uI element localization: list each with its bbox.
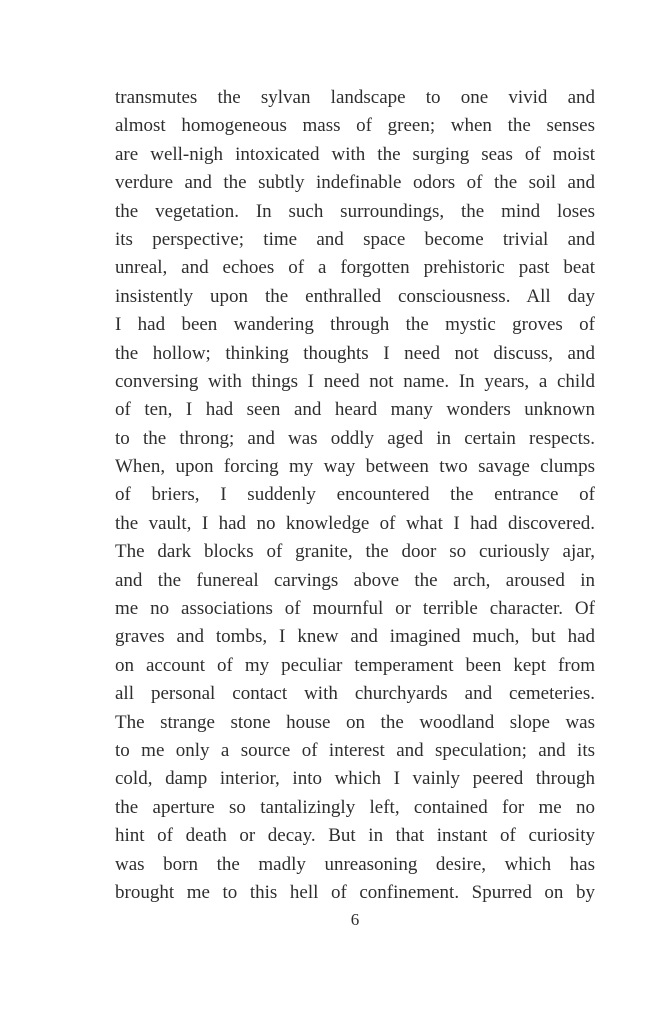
text-line: brought me to this hell of confinement. Spurred on by bbox=[115, 881, 595, 903]
text-line: insistently upon the enthralled consciousness. All day bbox=[115, 285, 595, 307]
text-line: verdure and the subtly indefinable odors of the soil and bbox=[115, 172, 595, 194]
text-line: its perspective; time and space become trivial and bbox=[115, 228, 595, 250]
page-text bbox=[115, 84, 595, 907]
text-line: conversing with things I need not name. In years, a child bbox=[115, 370, 595, 392]
text-line: The dark blocks of granite, the door so curiously ajar, bbox=[115, 541, 595, 563]
text-line: the hollow; thinking thoughts I need not discuss, and bbox=[115, 342, 595, 364]
text-line: me no associations of mournful or terrible character. Of bbox=[115, 598, 595, 620]
text-line: graves and tombs, I knew and imagined much, but had bbox=[115, 626, 595, 648]
text-line: unreal, and echoes of a forgotten prehistoric past beat bbox=[115, 257, 595, 279]
text-line: was born the madly unreasoning desire, which has bbox=[115, 853, 595, 875]
text-line: of ten, I had seen and heard many wonders unknown bbox=[115, 399, 595, 421]
text-line: and the funereal carvings above the arch, aroused in bbox=[115, 569, 595, 591]
text-line: When, upon forcing my way between two savage clumps bbox=[115, 456, 595, 478]
text-line: to me only a source of interest and speculation; and its bbox=[115, 739, 595, 761]
text-line: the vault, I had no knowledge of what I had discovered. bbox=[115, 512, 595, 534]
text-line: transmutes the sylvan landscape to one vivid and bbox=[115, 87, 595, 108]
text-line: the aperture so tantalizingly left, contained for me no bbox=[115, 796, 595, 818]
text-line: on account of my peculiar temperament been kept from bbox=[115, 654, 595, 676]
text-line: to the throng; and was oddly aged in certain respects. bbox=[115, 427, 595, 449]
text-line: hint of death or decay. But in that instant of curiosity bbox=[115, 825, 595, 847]
text-line: almost homogeneous mass of green; when the senses bbox=[115, 115, 595, 137]
text-line: all personal contact with churchyards and cemeteries. bbox=[115, 683, 595, 705]
text-line: cold, damp interior, into which I vainly peered through bbox=[115, 768, 595, 790]
page-number: 6 bbox=[350, 910, 360, 929]
text-line: I had been wandering through the mystic groves of bbox=[115, 314, 595, 336]
text-line: The strange stone house on the woodland slope was bbox=[115, 711, 595, 733]
text-line: the vegetation. In such surroundings, the mind loses bbox=[115, 200, 595, 222]
text-line: of briers, I suddenly encountered the entrance of bbox=[115, 484, 595, 506]
text-line: are well-nigh intoxicated with the surging seas of moist bbox=[115, 143, 595, 165]
